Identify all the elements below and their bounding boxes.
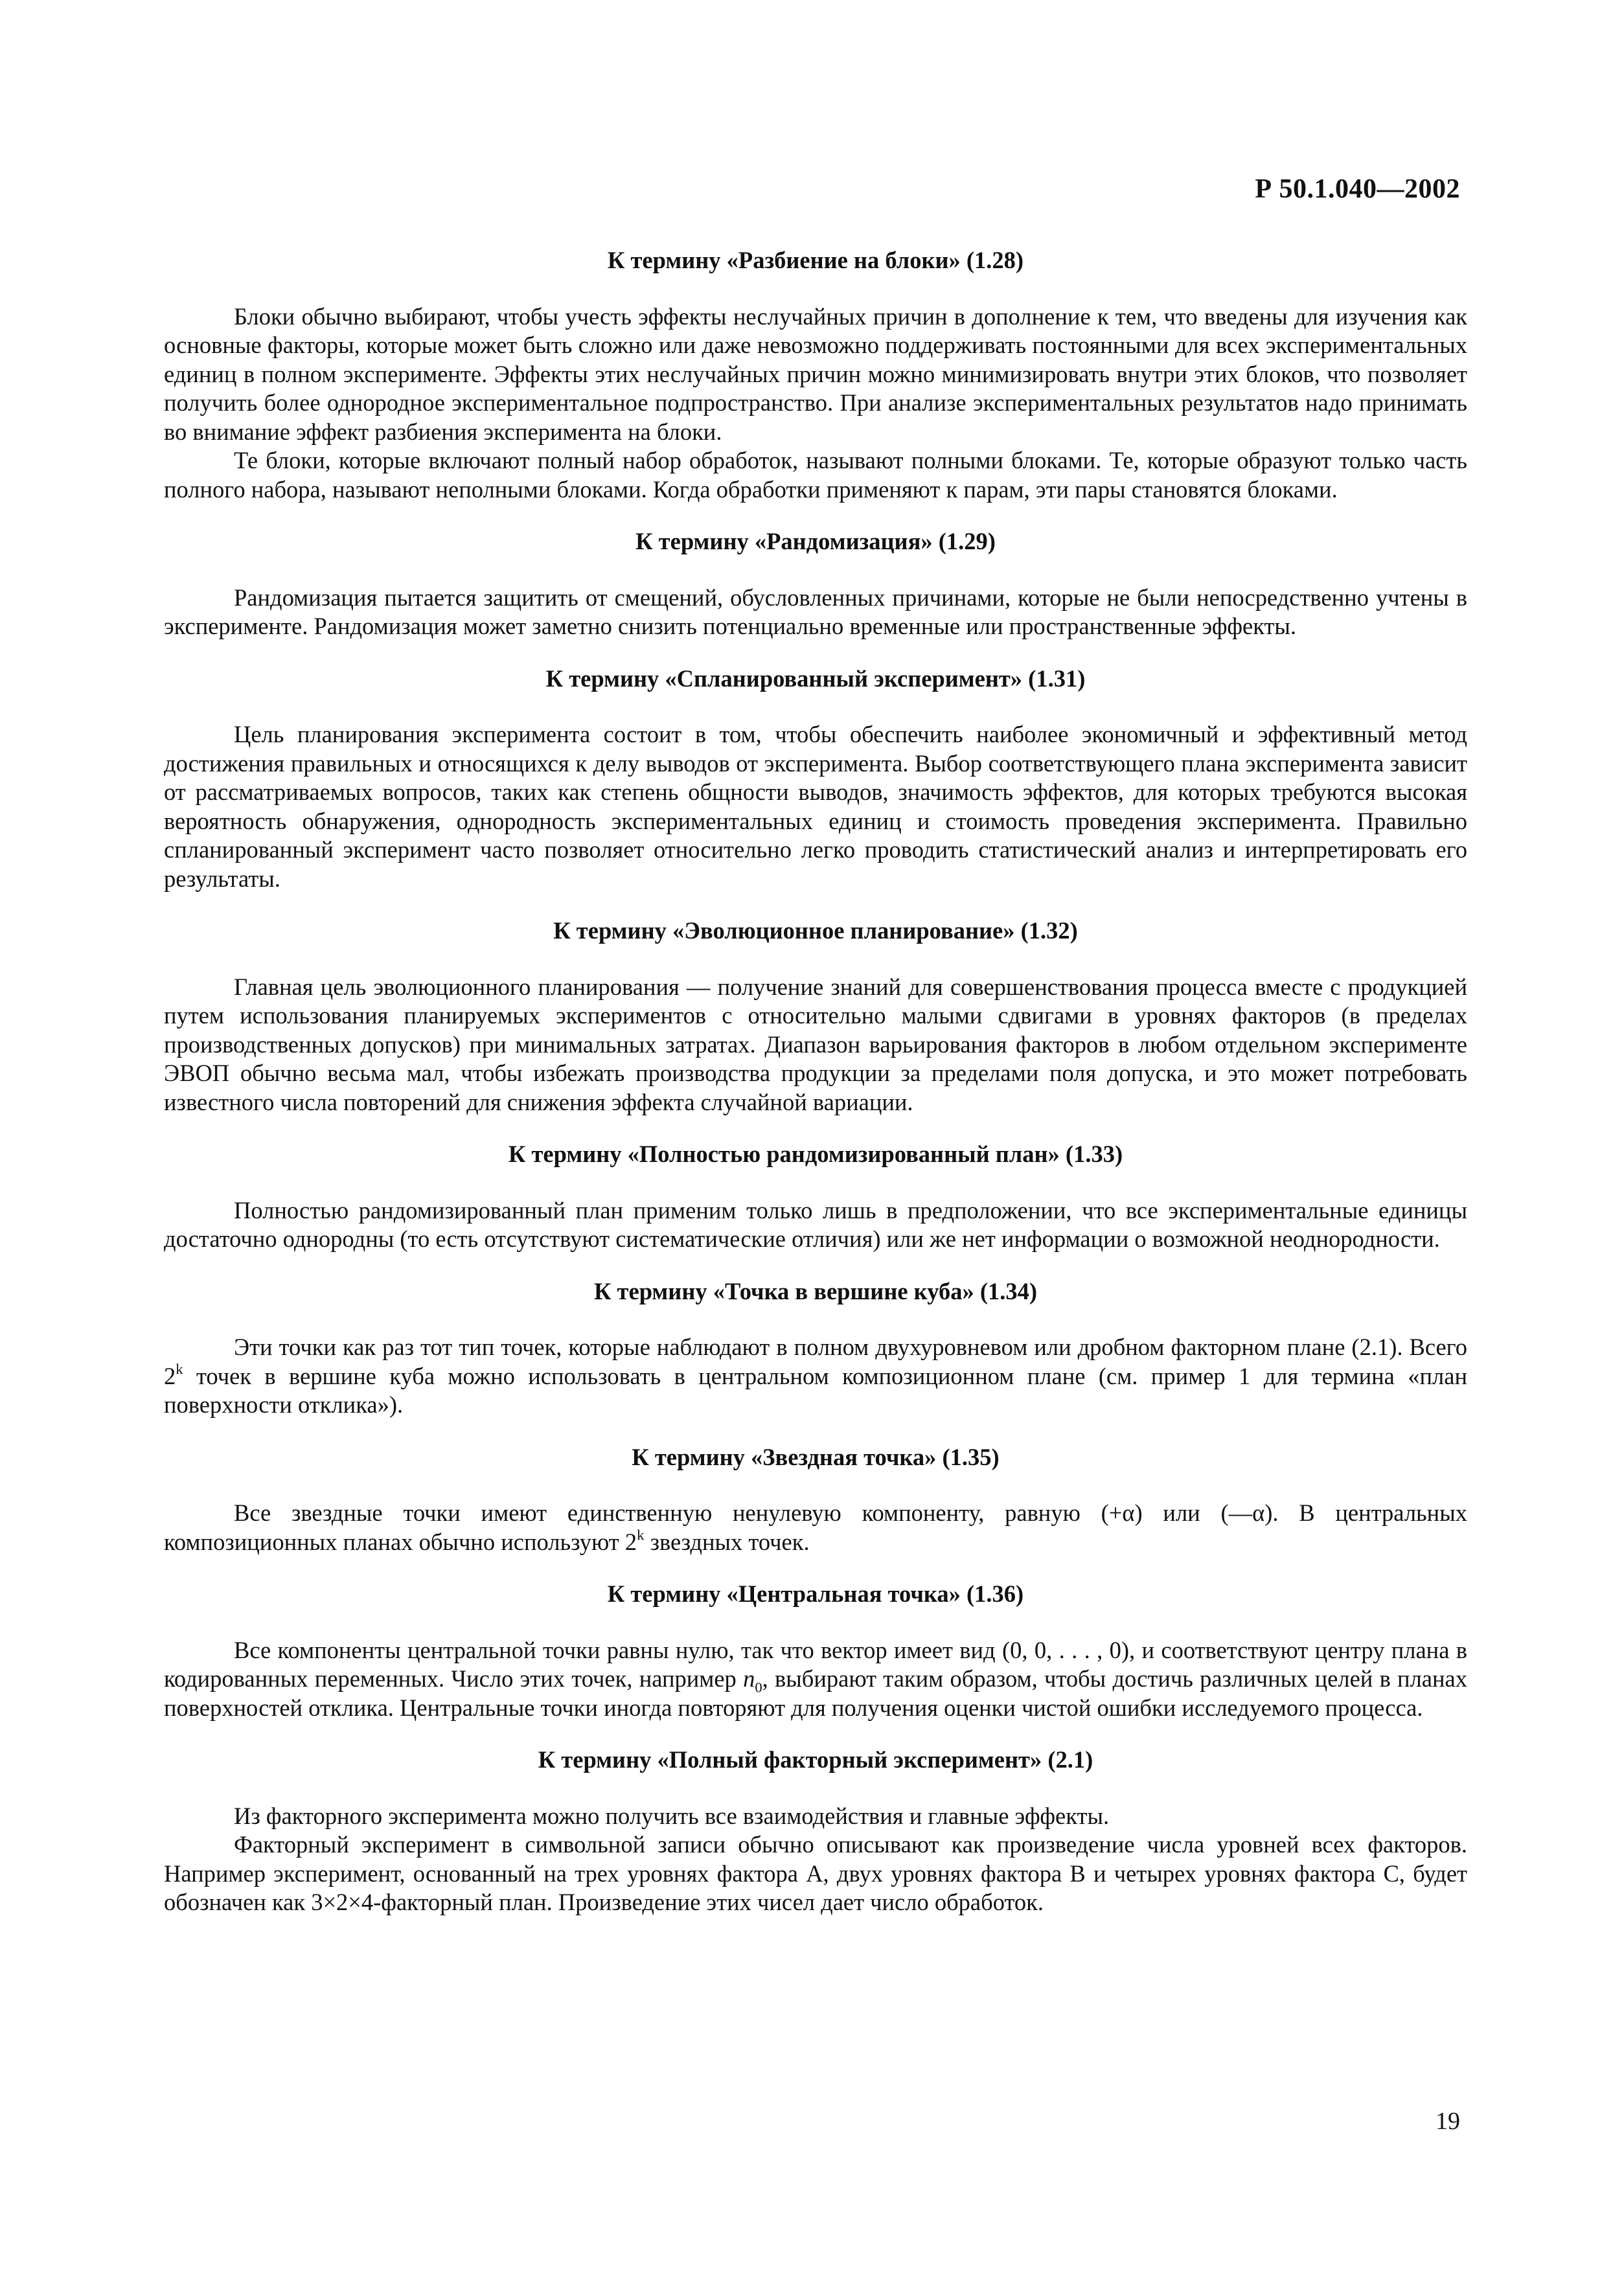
- paragraph: Полностью рандомизированный план применим только лишь в предположении, что все экспериментальные единицы достаточно однородны (то есть отсутствуют систематические отличия) или же нет информации о возможной неоднородности.: [164, 1196, 1467, 1252]
- paragraph-text: Все звездные точки имеют единственную ненулевую компоненту, равную (+α) или (—α). В центральных композиционных планах обычно используют 2: [164, 1499, 1467, 1555]
- section-randomization: [164, 527, 1467, 641]
- math-variable: n: [743, 1665, 755, 1692]
- section-heading: К термину «Точка в вершине куба» (1.34): [593, 1277, 1038, 1304]
- section-cube-point: [164, 1277, 1467, 1420]
- section-blocking: [164, 246, 1467, 504]
- section-heading: К термину «Полный факторный эксперимент» (2.1): [538, 1746, 1093, 1773]
- section-heading: К термину «Центральная точка» (1.36): [607, 1580, 1024, 1607]
- section-heading: К термину «Разбиение на блоки» (1.28): [607, 247, 1024, 273]
- paragraph: [164, 1333, 1467, 1420]
- paragraph: Факторный эксперимент в символьной записи обычно описывают как произведение числа уровней всех факторов. Например эксперимент, основанный на трех уровнях фактора А, двух уровнях фактора В и четырех уровнях фактора С, будет обозначен как 3×2×4-факторный план. Произведение этих чисел дает число обработок.: [164, 1831, 1467, 1915]
- section-evolutionary-operation: [164, 917, 1467, 1117]
- superscript: k: [176, 1361, 183, 1378]
- paragraph: Цель планирования эксперимента состоит в том, чтобы обеспечить наиболее экономичный и эффективный метод достижения правильных и относящихся к делу выводов от эксперимента. Выбор соответствующего плана эксперимента зависит от рассматриваемых вопросов, таких как степень общности выводов, значимость эффектов, для которых требуются высокая вероятность обнаружения, однородность экспериментальных единиц и стоимость проведения эксперимента. Правильно спланированный эксперимент часто позволяет относительно легко проводить статистический анализ и интерпретировать его результаты.: [164, 721, 1467, 892]
- section-center-point: [164, 1580, 1467, 1722]
- page-number: 19: [1435, 2108, 1460, 2135]
- paragraph: Блоки обычно выбирают, чтобы учесть эффекты неслучайных причин в дополнение к тем, что введены для изучения как основные факторы, которые может быть сложно или даже невозможно поддерживать постоянными для всех экспериментальных единиц в полном эксперименте. Эффекты этих неслучайных причин можно минимизировать внутри этих блоков, что позволяет получить более однородное экспериментальное подпространство. При анализе экспериментальных результатов надо принимать во внимание эффект разбиения эксперимента на блоки.: [164, 302, 1467, 445]
- superscript: k: [637, 1527, 645, 1543]
- section-heading: К термину «Спланированный эксперимент» (1.31): [545, 665, 1086, 692]
- paragraph: Главная цель эволюционного планирования — получение знаний для совершенствования процесса вместе с продукцией путем использования планируемых экспериментов с относительно малыми сдвигами в уровнях факторов (в пределах производственных допусков) при минимальных затратах. Диапазон варьирования факторов в любом отдельном эксперименте ЭВОП обычно весьма мал, чтобы избежать производства продукции за пределами поля допуска, и это может потребовать известного числа повторений для снижения эффекта случайной вариации.: [164, 973, 1467, 1115]
- section-heading: К термину «Звездная точка» (1.35): [632, 1443, 1000, 1470]
- paragraph-text: точек в вершине куба можно использовать в центральном композиционном плане (см. пример 1 для термина «план поверхности отклика»).: [164, 1362, 1467, 1418]
- paragraph-text: Все компоненты центральной точки равны нулю, так что вектор имеет вид (0, 0, . . . , 0), и соответствуют центру плана в кодированных переменных. Число этих точек, например: [164, 1636, 1467, 1692]
- section-heading: К термину «Рандомизация» (1.29): [635, 528, 996, 554]
- section-full-factorial: [164, 1746, 1467, 1917]
- section-heading: К термину «Эволюционное планирование» (1.32): [553, 917, 1078, 944]
- section-heading: К термину «Полностью рандомизированный план» (1.33): [508, 1141, 1123, 1167]
- section-completely-randomized-design: [164, 1140, 1467, 1254]
- section-designed-experiment: [164, 665, 1467, 894]
- paragraph-text: , выбирают таким образом, чтобы достичь различных целей в планах поверхностей отклика. Центральные точки иногда повторяют для получения оценки чистой ошибки исследуемого процесса.: [164, 1665, 1467, 1721]
- page-content: [164, 246, 1467, 1941]
- paragraph: [164, 1499, 1467, 1556]
- paragraph-text: Эти точки как раз тот тип точек, которые наблюдают в полном двухуровневом или дробном факторном плане (2.1). Всего 2: [164, 1334, 1467, 1389]
- paragraph: Рандомизация пытается защитить от смещений, обусловленных причинами, которые не были непосредственно учтены в эксперименте. Рандомизация может заметно снизить потенциально временные или пространственные эффекты.: [164, 584, 1467, 639]
- paragraph-text: звездных точек.: [644, 1528, 810, 1555]
- document-code: Р 50.1.040—2002: [1255, 174, 1460, 204]
- section-star-point: [164, 1443, 1467, 1557]
- paragraph: [164, 1636, 1467, 1723]
- subscript: 0: [755, 1679, 762, 1696]
- paragraph: Те блоки, которые включают полный набор обработок, называют полными блоками. Те, которые образуют только часть полного набора, называют неполными блоками. Когда обработки применяют к парам, эти пары становятся блоками.: [164, 447, 1467, 503]
- paragraph: Из факторного эксперимента можно получить все взаимодействия и главные эффекты.: [234, 1802, 1110, 1829]
